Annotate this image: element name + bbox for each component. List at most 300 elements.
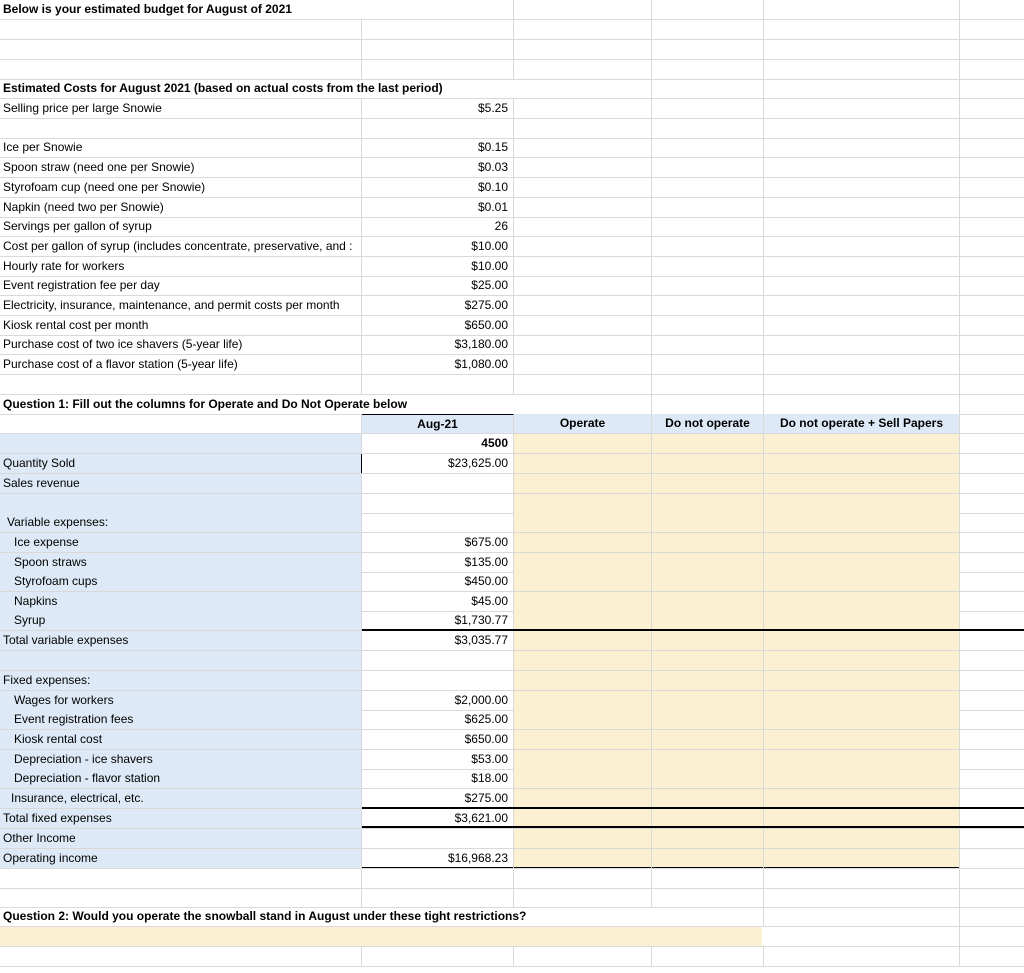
operate-cell[interactable] <box>514 750 652 769</box>
operating-income-label[interactable]: Operating income <box>0 849 362 868</box>
estimate-value[interactable]: $0.10 <box>362 178 514 197</box>
cell[interactable] <box>652 316 764 335</box>
cell[interactable] <box>960 434 1024 453</box>
cell[interactable] <box>960 907 1024 926</box>
variable-value[interactable]: $135.00 <box>362 553 514 572</box>
cell[interactable] <box>960 513 1024 532</box>
fixed-label[interactable]: Depreciation - flavor station <box>0 769 362 788</box>
not-operate-cell[interactable] <box>652 651 764 670</box>
cell[interactable] <box>652 907 764 926</box>
operating-income-value[interactable]: $16,968.23 <box>362 849 514 868</box>
row-fixed-heading <box>0 671 1024 691</box>
cell[interactable] <box>960 454 1024 473</box>
cell[interactable] <box>652 335 764 354</box>
total-variable-value[interactable]: $3,035.77 <box>362 631 514 650</box>
cell[interactable] <box>514 0 652 19</box>
cell[interactable] <box>514 40 652 59</box>
cell[interactable] <box>960 611 1024 630</box>
not-operate-sell-cell[interactable] <box>764 611 960 630</box>
cell[interactable] <box>764 257 960 276</box>
total-variable-label[interactable]: Total variable expenses <box>0 631 362 650</box>
not-operate-cell[interactable] <box>652 849 764 868</box>
cell[interactable] <box>960 572 1024 591</box>
cell[interactable] <box>764 888 960 907</box>
cell[interactable] <box>514 296 652 315</box>
cell[interactable] <box>960 119 1024 138</box>
cell[interactable] <box>960 335 1024 354</box>
not-operate-cell[interactable] <box>652 789 764 808</box>
cell[interactable] <box>960 99 1024 118</box>
not-operate-sell-cell[interactable] <box>764 829 960 848</box>
cell[interactable] <box>514 119 652 138</box>
other-income-value[interactable] <box>362 829 514 848</box>
cell[interactable] <box>514 178 652 197</box>
not-operate-sell-cell[interactable] <box>764 750 960 769</box>
cell[interactable] <box>0 947 362 966</box>
cell[interactable] <box>514 257 652 276</box>
not-operate-sell-cell[interactable] <box>764 710 960 729</box>
not-operate-cell[interactable] <box>652 691 764 710</box>
cell[interactable] <box>652 40 764 59</box>
cell[interactable] <box>960 553 1024 572</box>
cell[interactable] <box>652 198 764 217</box>
row-empty <box>0 40 1024 60</box>
not-operate-sell-cell[interactable] <box>764 631 960 650</box>
column-do-not-operate[interactable]: Do not operate <box>652 414 764 433</box>
cell[interactable] <box>514 217 652 236</box>
cell[interactable] <box>652 79 764 98</box>
cell[interactable] <box>362 60 514 79</box>
sales-revenue-label[interactable]: Sales revenue <box>0 474 362 493</box>
cell[interactable] <box>652 296 764 315</box>
quantity-value[interactable]: 4500 <box>362 434 514 453</box>
estimate-label[interactable]: Purchase cost of two ice shavers (5-year life) <box>0 335 362 354</box>
cell[interactable] <box>764 178 960 197</box>
cell[interactable] <box>764 296 960 315</box>
operate-cell[interactable] <box>514 691 652 710</box>
not-operate-sell-cell[interactable] <box>764 494 960 513</box>
variable-expenses-heading[interactable]: Variable expenses: <box>0 513 362 532</box>
variable-value[interactable]: $675.00 <box>362 533 514 552</box>
cell[interactable] <box>652 178 764 197</box>
not-operate-cell[interactable] <box>652 769 764 788</box>
cell[interactable] <box>362 671 514 690</box>
operate-cell[interactable] <box>514 789 652 808</box>
not-operate-cell[interactable] <box>652 454 764 473</box>
cell[interactable] <box>960 355 1024 374</box>
estimate-value[interactable]: 26 <box>362 217 514 236</box>
fixed-value[interactable]: $2,000.00 <box>362 691 514 710</box>
cell[interactable] <box>652 0 764 19</box>
cell[interactable] <box>764 138 960 157</box>
column-operate[interactable]: Operate <box>514 414 652 433</box>
operate-cell[interactable] <box>514 611 652 630</box>
row-empty <box>0 869 1024 889</box>
not-operate-sell-cell[interactable] <box>764 553 960 572</box>
variable-label[interactable]: Ice expense <box>0 533 362 552</box>
cell[interactable] <box>960 257 1024 276</box>
not-operate-sell-cell[interactable] <box>764 592 960 611</box>
cell[interactable] <box>960 533 1024 552</box>
cell[interactable] <box>0 651 362 670</box>
cell[interactable] <box>362 513 514 532</box>
not-operate-sell-cell[interactable] <box>764 651 960 670</box>
variable-value[interactable]: $450.00 <box>362 572 514 591</box>
row-units <box>0 434 1024 454</box>
cell[interactable] <box>764 276 960 295</box>
cell[interactable] <box>0 494 362 513</box>
not-operate-sell-cell[interactable] <box>764 434 960 453</box>
not-operate-sell-cell[interactable] <box>764 533 960 552</box>
cell[interactable] <box>514 335 652 354</box>
cell[interactable] <box>960 316 1024 335</box>
cell[interactable] <box>652 60 764 79</box>
not-operate-sell-cell[interactable] <box>764 769 960 788</box>
quantity-revenue-value[interactable]: $23,625.00 <box>362 454 514 473</box>
cell[interactable] <box>960 198 1024 217</box>
column-do-not-operate-sell-papers[interactable]: Do not operate + Sell Papers <box>764 414 960 433</box>
fixed-value[interactable]: $625.00 <box>362 710 514 729</box>
cell[interactable] <box>652 119 764 138</box>
cell[interactable] <box>764 99 960 118</box>
cell[interactable] <box>764 198 960 217</box>
cell[interactable] <box>764 158 960 177</box>
estimate-value[interactable]: $0.03 <box>362 158 514 177</box>
not-operate-cell[interactable] <box>652 494 764 513</box>
cell[interactable] <box>362 869 514 888</box>
estimate-value[interactable]: $25.00 <box>362 276 514 295</box>
cell[interactable] <box>764 355 960 374</box>
operate-cell[interactable] <box>514 710 652 729</box>
not-operate-cell[interactable] <box>652 710 764 729</box>
operate-cell[interactable] <box>514 651 652 670</box>
estimate-label[interactable]: Spoon straw (need one per Snowie) <box>0 158 362 177</box>
estimate-label[interactable]: Servings per gallon of syrup <box>0 217 362 236</box>
cell[interactable] <box>362 651 514 670</box>
cell[interactable] <box>960 730 1024 749</box>
estimate-label[interactable]: Styrofoam cup (need one per Snowie) <box>0 178 362 197</box>
not-operate-cell[interactable] <box>652 533 764 552</box>
cell[interactable] <box>960 79 1024 98</box>
not-operate-cell[interactable] <box>652 750 764 769</box>
estimate-row <box>0 237 1024 257</box>
cell[interactable] <box>514 99 652 118</box>
fixed-row <box>0 750 1024 770</box>
cell[interactable] <box>514 60 652 79</box>
operate-cell[interactable] <box>514 533 652 552</box>
estimate-value[interactable]: $0.15 <box>362 138 514 157</box>
cell[interactable] <box>514 375 652 394</box>
variable-label[interactable]: Napkins <box>0 592 362 611</box>
cell[interactable] <box>960 849 1024 868</box>
operate-cell[interactable] <box>514 592 652 611</box>
not-operate-sell-cell[interactable] <box>764 730 960 749</box>
estimate-label[interactable]: Napkin (need two per Snowie) <box>0 198 362 217</box>
estimate-value[interactable]: $0.01 <box>362 198 514 217</box>
cell[interactable] <box>652 276 764 295</box>
cell[interactable] <box>764 0 960 19</box>
selling-price-value[interactable]: $5.25 <box>362 99 514 118</box>
cell[interactable] <box>960 927 1024 946</box>
cell[interactable] <box>960 375 1024 394</box>
cell[interactable] <box>960 178 1024 197</box>
operate-cell[interactable] <box>514 829 652 848</box>
cell[interactable] <box>652 257 764 276</box>
cell[interactable] <box>764 927 960 946</box>
not-operate-sell-cell[interactable] <box>764 474 960 493</box>
operate-cell[interactable] <box>514 474 652 493</box>
not-operate-sell-cell[interactable] <box>764 513 960 532</box>
estimate-label[interactable]: Purchase cost of a flavor station (5-year life) <box>0 355 362 374</box>
not-operate-cell[interactable] <box>652 553 764 572</box>
fixed-value[interactable]: $53.00 <box>362 750 514 769</box>
cell[interactable] <box>514 138 652 157</box>
not-operate-sell-cell[interactable] <box>764 454 960 473</box>
estimate-value[interactable]: $650.00 <box>362 316 514 335</box>
cell[interactable] <box>362 494 514 513</box>
cell[interactable] <box>0 375 362 394</box>
cell[interactable] <box>514 888 652 907</box>
not-operate-cell[interactable] <box>652 474 764 493</box>
insurance-label[interactable]: Insurance, electrical, etc. <box>0 789 362 808</box>
estimate-label[interactable]: Hourly rate for workers <box>0 257 362 276</box>
variable-label[interactable]: Syrup <box>0 611 362 630</box>
not-operate-cell[interactable] <box>652 434 764 453</box>
cell[interactable] <box>960 750 1024 769</box>
variable-value[interactable]: $45.00 <box>362 592 514 611</box>
cell[interactable] <box>960 631 1024 650</box>
cell[interactable] <box>0 414 362 433</box>
fixed-value[interactable]: $18.00 <box>362 769 514 788</box>
estimate-row <box>0 316 1024 336</box>
operate-cell[interactable] <box>514 572 652 591</box>
not-operate-cell[interactable] <box>652 592 764 611</box>
not-operate-cell[interactable] <box>652 611 764 630</box>
cell[interactable] <box>764 335 960 354</box>
cell[interactable] <box>514 947 652 966</box>
cell[interactable] <box>960 296 1024 315</box>
cell[interactable] <box>362 0 514 19</box>
cell[interactable] <box>960 138 1024 157</box>
not-operate-sell-cell[interactable] <box>764 789 960 808</box>
cell[interactable] <box>652 138 764 157</box>
operate-cell[interactable] <box>514 730 652 749</box>
cell[interactable] <box>652 869 764 888</box>
cell[interactable] <box>362 375 514 394</box>
cell[interactable] <box>960 395 1024 414</box>
operate-cell[interactable] <box>514 434 652 453</box>
variable-label[interactable]: Styrofoam cups <box>0 572 362 591</box>
fixed-label[interactable]: Depreciation - ice shavers <box>0 750 362 769</box>
cell[interactable] <box>960 651 1024 670</box>
cell[interactable] <box>514 276 652 295</box>
estimate-value[interactable]: $3,180.00 <box>362 335 514 354</box>
cell[interactable] <box>514 158 652 177</box>
cell[interactable] <box>362 119 514 138</box>
row-estimates-heading <box>0 79 1024 99</box>
estimate-value[interactable]: $1,080.00 <box>362 355 514 374</box>
cell[interactable] <box>960 671 1024 690</box>
cell[interactable] <box>960 414 1024 433</box>
cell[interactable] <box>652 355 764 374</box>
estimate-value[interactable]: $10.00 <box>362 257 514 276</box>
operate-cell[interactable] <box>514 553 652 572</box>
cell[interactable] <box>0 869 362 888</box>
cell[interactable] <box>960 60 1024 79</box>
total-fixed-value[interactable]: $3,621.00 <box>362 809 514 828</box>
not-operate-cell[interactable] <box>652 513 764 532</box>
operate-cell[interactable] <box>514 769 652 788</box>
cell[interactable] <box>652 99 764 118</box>
estimate-row <box>0 355 1024 375</box>
cell[interactable] <box>652 888 764 907</box>
operate-cell[interactable] <box>514 513 652 532</box>
row-empty <box>0 375 1024 395</box>
cell[interactable] <box>764 60 960 79</box>
cell[interactable] <box>0 60 362 79</box>
cell[interactable] <box>960 40 1024 59</box>
cell[interactable] <box>960 474 1024 493</box>
operate-cell[interactable] <box>514 454 652 473</box>
not-operate-cell[interactable] <box>652 572 764 591</box>
cell[interactable] <box>514 237 652 256</box>
operate-cell[interactable] <box>514 631 652 650</box>
cell[interactable] <box>960 592 1024 611</box>
cell[interactable] <box>764 395 960 414</box>
cell[interactable] <box>362 888 514 907</box>
cell[interactable] <box>362 40 514 59</box>
not-operate-cell[interactable] <box>652 730 764 749</box>
cell[interactable] <box>652 395 764 414</box>
estimate-label[interactable]: Cost per gallon of syrup (includes concentrate, preservative, and : <box>0 237 362 256</box>
not-operate-cell[interactable] <box>652 631 764 650</box>
cell[interactable] <box>960 237 1024 256</box>
cell[interactable] <box>960 829 1024 848</box>
cell[interactable] <box>960 947 1024 966</box>
cell[interactable] <box>960 0 1024 19</box>
cell[interactable] <box>0 40 362 59</box>
variable-row <box>0 533 1024 553</box>
not-operate-cell[interactable] <box>652 671 764 690</box>
fixed-label[interactable]: Event registration fees <box>0 710 362 729</box>
fixed-expenses-heading[interactable]: Fixed expenses: <box>0 671 362 690</box>
cell[interactable] <box>514 395 652 414</box>
cell[interactable] <box>652 217 764 236</box>
cell[interactable] <box>960 276 1024 295</box>
quantity-sold-label[interactable]: Quantity Sold <box>0 454 362 473</box>
operate-cell[interactable] <box>514 849 652 868</box>
cell[interactable] <box>960 769 1024 788</box>
estimate-label[interactable]: Electricity, insurance, maintenance, and permit costs per month <box>0 296 362 315</box>
estimate-label[interactable]: Kiosk rental cost per month <box>0 316 362 335</box>
not-operate-sell-cell[interactable] <box>764 671 960 690</box>
cell[interactable] <box>764 119 960 138</box>
fixed-label[interactable]: Kiosk rental cost <box>0 730 362 749</box>
cell[interactable] <box>514 20 652 39</box>
row-empty <box>0 60 1024 80</box>
cell[interactable] <box>960 789 1024 808</box>
cell[interactable] <box>960 217 1024 236</box>
budget-title[interactable]: Below is your estimated budget for August of 2021 <box>3 2 292 16</box>
cell[interactable] <box>514 79 652 98</box>
fixed-value[interactable]: $650.00 <box>362 730 514 749</box>
insurance-value[interactable]: $275.00 <box>362 789 514 808</box>
cell[interactable] <box>764 947 960 966</box>
cell[interactable] <box>652 20 764 39</box>
operate-cell[interactable] <box>514 671 652 690</box>
cell[interactable] <box>764 869 960 888</box>
not-operate-sell-cell[interactable] <box>764 849 960 868</box>
cell[interactable] <box>960 158 1024 177</box>
not-operate-sell-cell[interactable] <box>764 572 960 591</box>
estimate-row <box>0 178 1024 198</box>
estimate-value[interactable]: $275.00 <box>362 296 514 315</box>
cell[interactable] <box>764 907 960 926</box>
cell[interactable] <box>362 947 514 966</box>
cell[interactable] <box>764 79 960 98</box>
selling-price-label[interactable]: Selling price per large Snowie <box>0 99 362 118</box>
operate-cell[interactable] <box>514 494 652 513</box>
row-operating-income <box>0 849 1024 869</box>
cell[interactable] <box>514 355 652 374</box>
column-aug-21[interactable]: Aug-21 <box>362 414 514 433</box>
variable-value[interactable]: $1,730.77 <box>362 611 514 630</box>
cell[interactable] <box>0 20 362 39</box>
cell[interactable] <box>764 20 960 39</box>
variable-label[interactable]: Spoon straws <box>0 553 362 572</box>
cell[interactable] <box>960 710 1024 729</box>
estimate-label[interactable]: Event registration fee per day <box>0 276 362 295</box>
estimate-label[interactable]: Ice per Snowie <box>0 138 362 157</box>
cell[interactable] <box>960 869 1024 888</box>
not-operate-cell[interactable] <box>652 829 764 848</box>
cell[interactable] <box>652 375 764 394</box>
cell[interactable] <box>960 888 1024 907</box>
cell[interactable] <box>362 20 514 39</box>
cell[interactable] <box>764 40 960 59</box>
fixed-label[interactable]: Wages for workers <box>0 691 362 710</box>
estimate-row <box>0 138 1024 158</box>
cell[interactable] <box>0 434 362 453</box>
cell[interactable] <box>652 158 764 177</box>
cell[interactable] <box>652 237 764 256</box>
total-fixed-label[interactable]: Total fixed expenses <box>0 809 362 828</box>
cell[interactable] <box>764 237 960 256</box>
cell[interactable] <box>514 198 652 217</box>
cell[interactable] <box>514 869 652 888</box>
cell[interactable] <box>0 119 362 138</box>
variable-row <box>0 611 1024 631</box>
not-operate-sell-cell[interactable] <box>764 691 960 710</box>
cell[interactable] <box>764 217 960 236</box>
cell[interactable] <box>960 691 1024 710</box>
question1-heading[interactable]: Question 1: Fill out the columns for Operate and Do Not Operate below <box>3 397 408 411</box>
cell[interactable] <box>764 316 960 335</box>
cell[interactable] <box>514 316 652 335</box>
cell[interactable] <box>764 375 960 394</box>
cell[interactable] <box>652 947 764 966</box>
row-empty <box>0 119 1024 139</box>
estimates-heading[interactable]: Estimated Costs for August 2021 (based on actual costs from the last period) <box>3 81 443 95</box>
sales-revenue-value[interactable] <box>362 474 514 493</box>
estimate-value[interactable]: $10.00 <box>362 237 514 256</box>
fixed-row <box>0 730 1024 750</box>
cell[interactable] <box>0 888 362 907</box>
cell[interactable] <box>960 20 1024 39</box>
cell[interactable] <box>960 494 1024 513</box>
other-income-label[interactable]: Other Income <box>0 829 362 848</box>
question2-heading[interactable]: Question 2: Would you operate the snowball stand in August under these tight restrictions? <box>3 909 527 923</box>
